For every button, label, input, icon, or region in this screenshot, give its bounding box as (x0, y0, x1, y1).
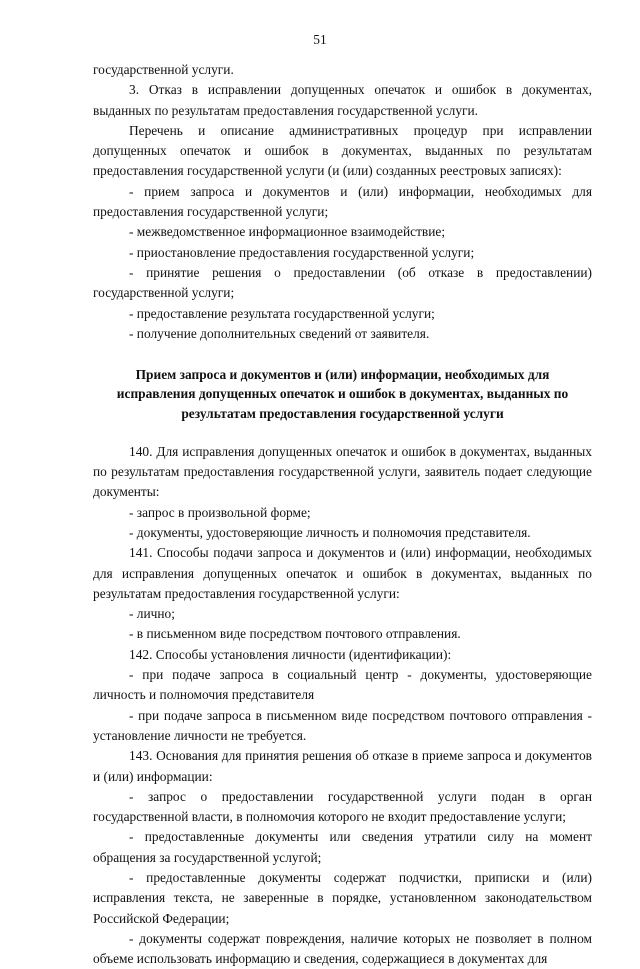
paragraph: 142. Способы установления личности (идентификации): (129, 646, 452, 662)
paragraph: - предоставленные документы содержат подчистки, приписки и (или) исправления текста, не заверенные в порядке, установленном законодательством Российской Федерации; (93, 870, 592, 926)
paragraph: - прием запроса и документов и (или) информации, необходимых для предоставления государственной услуги; (93, 183, 592, 220)
paragraph: - лично; (129, 606, 175, 622)
paragraph: - принятие решения о предоставлении (об отказе в предоставлении) государственной услуги; (93, 264, 592, 301)
paragraph: - в письменном виде посредством почтового отправления. (129, 626, 461, 642)
paragraph: 3. Отказ в исправлении допущенных опечаток и ошибок в документах, выданных по результатам предоставления государственной услуги. (93, 82, 592, 118)
paragraph: 141. Способы подачи запроса и документов и (или) информации, необходимых для исправления допущенных опечаток и ошибок в документах, выданных по результатам предоставления государственной услуги: (93, 545, 592, 601)
paragraph: государственной услуги. (93, 62, 234, 77)
section-body (93, 442, 592, 969)
paragraph: - межведомственное информационное взаимодействие; (129, 224, 446, 240)
paragraph: - при подаче запроса в социальный центр - документы, удостоверяющие личность и полномочия представителя (93, 667, 592, 703)
page-content (93, 60, 592, 969)
paragraph: Перечень и описание административных процедур при исправлении допущенных опечаток и ошибок в документах, выданных по результатам предоставления государственной услуги (и (или) созданных реестровых записях): (93, 122, 592, 179)
paragraph: - документы содержат повреждения, наличие которых не позволяет в полном объеме использовать информацию и сведения, содержащиеся в документах для (93, 930, 592, 967)
paragraph: - запрос о предоставлении государственной услуги подан в орган государственной власти, в полномочия которого не входит предоставление услуги; (93, 788, 592, 825)
section-heading: Прием запроса и документов и (или) информации, необходимых для исправления допущенных опечаток и ошибок в документах, выданных по результатам предоставления государственной услуги (116, 367, 569, 421)
paragraph: - при подаче запроса в письменном виде посредством почтового отправления - установление личности не требуется. (93, 707, 592, 743)
paragraph: - приостановление предоставления государственной услуги; (129, 244, 475, 260)
paragraph: - предоставление результата государственной услуги; (129, 305, 435, 321)
paragraph: 140. Для исправления допущенных опечаток и ошибок в документах, выданных по результатам предоставления государственной услуги, заявитель подает следующие документы: (93, 443, 592, 500)
paragraph: 143. Основания для принятия решения об отказе в приеме запроса и документов и (или) информации: (93, 748, 592, 784)
paragraph: - документы, удостоверяющие личность и полномочия представителя. (129, 524, 531, 540)
page-number: 51 (313, 32, 327, 47)
procedures-list (93, 60, 592, 344)
paragraph: - предоставленные документы или сведения утратили силу на момент обращения за государственной услугой; (93, 829, 592, 865)
paragraph: - получение дополнительных сведений от заявителя. (129, 325, 430, 341)
paragraph: - запрос в произвольной форме; (129, 504, 311, 520)
